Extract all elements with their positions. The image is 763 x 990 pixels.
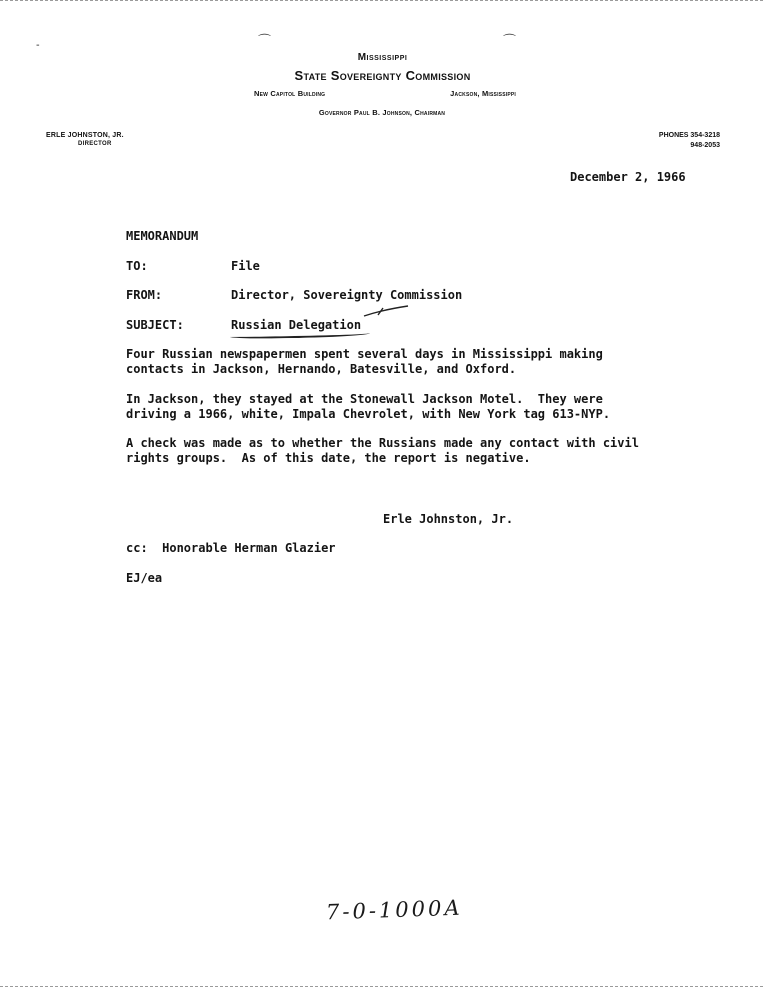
typist-initials: EJ/ea — [126, 571, 163, 585]
scan-mark-right: ⌒ — [503, 34, 517, 49]
to-value: File — [231, 259, 260, 273]
scan-speck: ‐ — [36, 40, 40, 51]
letterhead-state: Mississippi — [357, 52, 408, 63]
paragraph-3: A check was made as to whether the Russians made any contact with civil rights groups. As of this date, the report is negative. — [126, 436, 639, 465]
letterhead-phone-2: 948-2053 — [690, 142, 720, 149]
letterhead-director-name: ERLE JOHNSTON, JR. — [46, 132, 124, 139]
from-label: FROM: — [126, 288, 163, 302]
subject-label: SUBJECT: — [126, 318, 184, 332]
letterhead-phone: PHONES 354-3218 — [658, 132, 720, 139]
letterhead-governor: Governor Paul B. Johnson, Chairman — [318, 108, 446, 117]
scan-edge-top — [0, 0, 763, 2]
letterhead-address — [254, 89, 516, 98]
memo-date: December 2, 1966 — [570, 170, 686, 184]
letterhead-city: Jackson, Mississippi — [450, 89, 516, 98]
letterhead-building: New Capitol Building — [254, 89, 326, 98]
memo-heading: MEMORANDUM — [126, 229, 199, 243]
paragraph-1: Four Russian newspapermen spent several days in Mississippi making contacts in Jackson, Hernando, Batesville, and Oxford. — [126, 347, 603, 376]
handwritten-underline — [230, 331, 370, 339]
scan-edge-bottom — [0, 986, 763, 988]
scan-mark-left: ⌒ — [258, 34, 272, 49]
from-value: Director, Sovereignty Commission — [231, 288, 463, 302]
cc-line: cc: Honorable Herman Glazier — [126, 541, 336, 555]
signature: Erle Johnston, Jr. — [383, 512, 514, 526]
handwritten-file-number: 7-0-1000A — [325, 895, 463, 925]
handwritten-check-mark — [362, 300, 412, 320]
subject-value: Russian Delegation — [231, 318, 362, 332]
letterhead-director-title: DIRECTOR — [78, 141, 112, 147]
to-label: TO: — [126, 259, 148, 273]
paragraph-2: In Jackson, they stayed at the Stonewall Jackson Motel. They were driving a 1966, white, Impala Chevrolet, with New York tag 613-NYP. — [126, 392, 611, 421]
letterhead-commission: State Sovereignty Commission — [294, 68, 471, 83]
